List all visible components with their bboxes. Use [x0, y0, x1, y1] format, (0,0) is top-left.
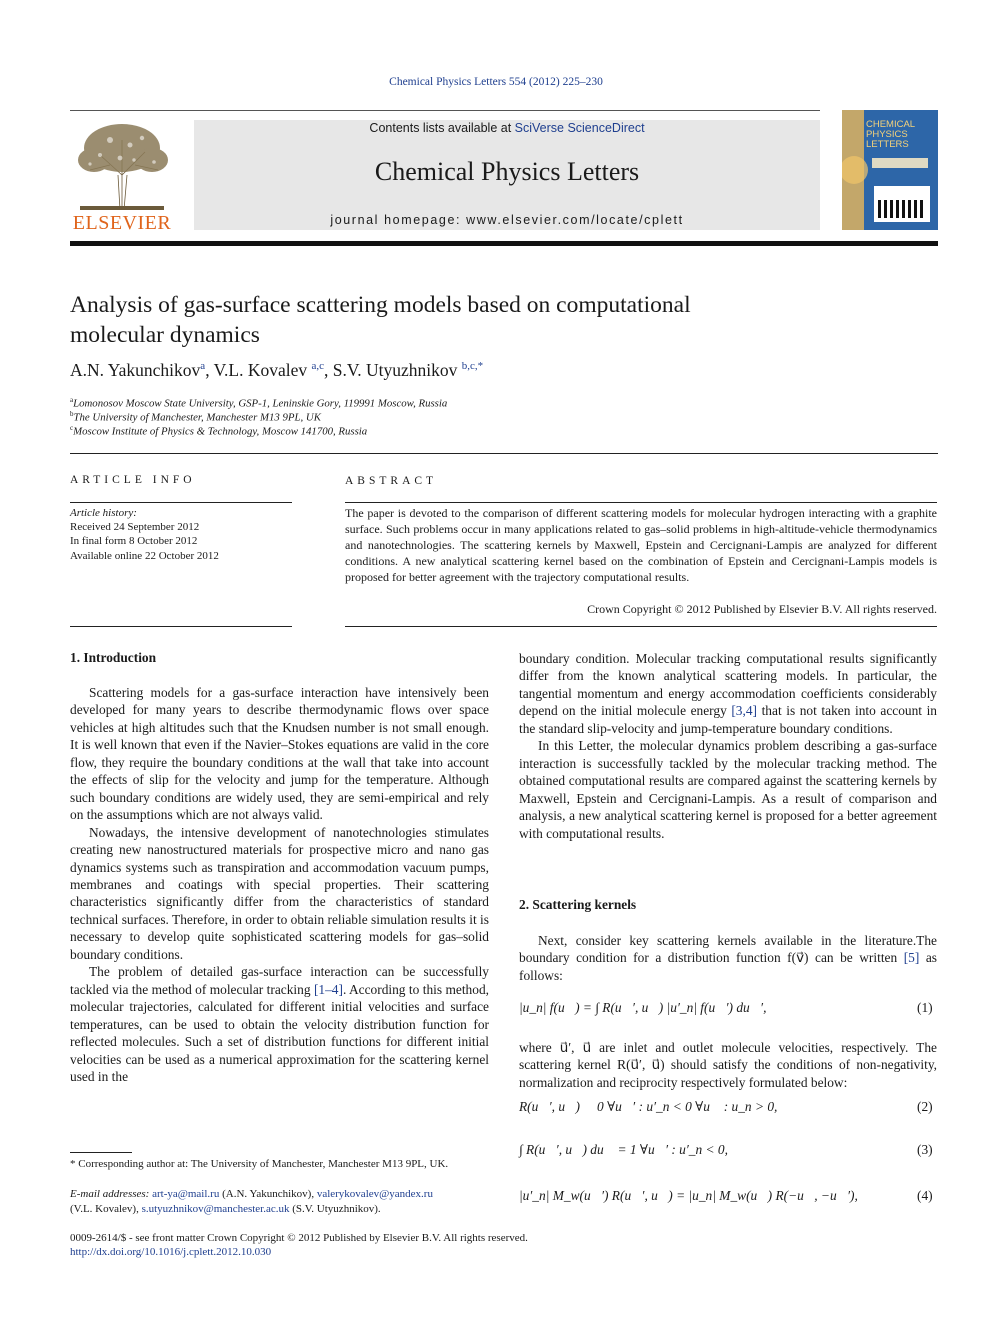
article-title-line: molecular dynamics [70, 322, 260, 348]
paragraph: Scattering models for a gas-surface interaction have intensively been developed for many years to describe thermodynamic flows over space vehicles at high altitudes such that the Knudsen number is not small enough. It is well known that even if the Navier–Stokes equations are valid in the core flow, they require the boundary conditions at the wall that take into account the effects of slip for the velocity and jump for the temperature. Although such boundary conditions are widely used, they are semi-empirical and rely on the assumptions which are not always valid. [70, 685, 489, 823]
equation-3: ∫ R(u⃗′, u⃗) du⃗ = 1 ∀u⃗′ : u′_n < 0, [519, 1142, 728, 1157]
issn-line: 0009-2614/$ - see front matter Crown Copyright © 2012 Published by Elsevier B.V. All rights reserved. [70, 1232, 528, 1244]
article-info-heading: ARTICLE INFO [70, 474, 196, 486]
paragraph-text: boundary condition. Molecular tracking computational results significantly differ from the known analytical scattering models. In particular, the tangential momentum and energy accommodation coefficients considerably depend on the initial molecule energy [519, 651, 937, 719]
corresponding-author-note: * Corresponding author at: The University of Manchester, Manchester M13 9PL, UK. [70, 1158, 449, 1170]
online-date: Available online 22 October 2012 [70, 550, 219, 562]
affiliation-text: The University of Manchester, Manchester M13 9PL, UK [73, 411, 321, 424]
equation-number: (2) [917, 1099, 933, 1114]
cover-title-line: LETTERS [866, 139, 909, 150]
paragraph [70, 963, 489, 1085]
email-owner: (A.N. Yakunchikov), [219, 1188, 317, 1200]
author-list: A.N. Yakunchikov$^a$, V.L. Kovalev $^{a,c}$, S.V. Utyuzhnikov $^{b,c,*}$ [70, 360, 484, 380]
paragraph [519, 932, 937, 984]
paragraph-text: Next, consider key scattering kernels available in the literature.The boundary condition for a distribution function f(v⃗) can be written [519, 933, 937, 966]
affiliation [70, 424, 367, 438]
author-affil-mark[interactable]: a [200, 360, 206, 373]
email-owner: (V.L. Kovalev), [70, 1203, 142, 1215]
article-history-label: Article history: [70, 507, 137, 519]
paragraph-text: The problem of detailed gas-surface interaction can be successfully tackled via the method of molecular tracking [70, 964, 489, 997]
paragraph-text: that is not taken into account in the standard slip-velocity and jump-temperature boundary conditions. [519, 703, 938, 736]
cover-title-line: CHEMICAL [866, 119, 916, 130]
doi-link[interactable]: http://dx.doi.org/10.1016/j.cplett.2012.10.030 [70, 1246, 272, 1258]
article-title [70, 290, 930, 350]
author-affil-mark[interactable]: b,c,* [461, 360, 484, 373]
tree-icon [70, 120, 174, 212]
header-thick-rule [70, 241, 938, 246]
affiliation [70, 396, 447, 410]
paragraph: In this Letter, the molecular dynamics problem describing a gas-surface interaction is successfully tackled by the molecular tracking method. The obtained computational results are compared against the scattering kernels by Maxwell, Epstein and Cercignani-Lampis. As a result of comparison and analysis, a new analytical scattering kernel is proposed for a better agreement with computational results. [519, 738, 937, 841]
email-label: E-mail addresses: [70, 1188, 150, 1200]
abstract-bottom-rule [345, 626, 937, 627]
section-1-heading: 1. Introduction [70, 650, 157, 665]
article-info-bottom-rule [70, 626, 292, 627]
affiliation [70, 410, 321, 424]
paragraph: Nowadays, the intensive development of nanotechnologies stimulates creating new nanostructured materials for prospective micro and nano gas dynamics systems such as transpiration and accommodation vacuum pumps, membranes and coatings with special properties. Their scattering characteristics significantly differ from the characteristics of standard technical surfaces. Therefore, in order to obtain reliable simulation results it is necessary to develop quite sophisticated scattering models for gas–solid boundary conditions. [70, 824, 489, 962]
footnote-rule [70, 1152, 132, 1153]
email-link[interactable]: s.utyuzhnikov@manchester.ac.uk [141, 1203, 290, 1215]
left-column [70, 684, 489, 1085]
journal-homepage[interactable]: journal homepage: www.elsevier.com/locate/cplett [330, 213, 684, 227]
reference-link[interactable]: [5] [903, 950, 920, 966]
revised-date: In final form 8 October 2012 [70, 535, 198, 547]
equation-number: (4) [917, 1188, 933, 1203]
affiliation-mark: c [70, 424, 74, 432]
journal-citation[interactable]: Chemical Physics Letters 554 (2012) 225–230 [389, 76, 603, 88]
equation-1: |u_n| f(u⃗) = ∫ R(u⃗′, u⃗) |u′_n| f(u⃗′) du⃗′, [519, 1000, 767, 1015]
paragraph-text: as follows: [519, 950, 937, 983]
affiliation-text: Lomonosov Moscow State University, GSP-1, Leninskie Gory, 119991 Moscow, Russia [73, 397, 448, 410]
contents-line [194, 121, 820, 135]
equation-2: R(u⃗′, u⃗) ⩾ 0 ∀u⃗′ : u′_n < 0 ∀u⃗ : u_n > 0, [519, 1099, 778, 1114]
right-column-top [519, 650, 937, 842]
copyright-notice: Crown Copyright © 2012 Published by Elsevier B.V. All rights reserved. [587, 602, 937, 616]
reference-link[interactable]: [3,4] [731, 703, 758, 719]
article-title-line: Analysis of gas-surface scattering models based on computational [70, 292, 691, 318]
journal-title: Chemical Physics Letters [374, 157, 640, 186]
affiliation-text: Moscow Institute of Physics & Technology, Moscow 141700, Russia [73, 425, 368, 438]
abstract-text: The paper is devoted to the comparison of different scattering models for molecular hydrogen interacting with a graphite surface. Such problems occur in many applications related to gas–solid problems in high-altitude-vehicle thermodynamics and nanotechnologies. The scattering kernels by Maxwell, Epstein and Cercignani-Lampis are analyzed for different conditions. A new analytical scattering kernel based on the combination of Epstein and Cercignani-Lampis models is proposed for better agreement with the trajectory computational results. [345, 506, 937, 584]
cover-title [866, 120, 915, 150]
equation-4: |u′_n| M_w(u⃗′) R(u⃗′, u⃗) = |u_n| M_w(u⃗) R(−u⃗, −u⃗′), [519, 1188, 858, 1203]
cover-title-line: PHYSICS [866, 129, 908, 140]
contents-prefix: Contents lists available at [369, 121, 515, 135]
article-info-rule [70, 502, 292, 503]
author-name: S.V. Utyuzhnikov [332, 360, 458, 380]
affiliation-mark: a [70, 396, 74, 404]
author-affil-mark[interactable]: a,c [311, 360, 324, 373]
paragraph-text: . According to this method, molecular trajectories, calculated for different initial velocities and surface temperatures, can be used to obtain the velocity distribution function for reflected molecules. Such a set of distribution functions for different initial velocities can be used as a numerical approximation for the scattering kernel used in the [70, 981, 489, 1084]
equation-number: (3) [917, 1142, 933, 1157]
section-2-heading: 2. Scattering kernels [519, 897, 637, 912]
journal-cover-image [842, 110, 938, 230]
elsevier-wordmark: ELSEVIER [72, 212, 172, 234]
email-owner: (S.V. Utyuzhnikov). [289, 1203, 381, 1215]
email-link[interactable]: art-ya@mail.ru [152, 1188, 220, 1200]
reference-link[interactable]: [1–4] [313, 981, 343, 997]
author-name: V.L. Kovalev [213, 360, 308, 380]
affiliation-rule [70, 453, 938, 454]
email-addresses [70, 1187, 489, 1217]
right-column-kernel [519, 1039, 937, 1091]
paragraph: where u⃗′, u⃗ are inlet and outlet molecule velocities, respectively. The scattering kernel R(u⃗′, u⃗) should satisfy the conditions of non-negativity, normalization and reciprocity respectively formulated below: [519, 1040, 937, 1090]
header-top-rule [70, 110, 820, 111]
affiliation-mark: b [70, 410, 74, 418]
paragraph [519, 650, 937, 737]
email-link[interactable]: valerykovalev@yandex.ru [316, 1188, 433, 1200]
abstract-rule [345, 502, 937, 503]
received-date: Received 24 September 2012 [70, 521, 200, 533]
author-name: A.N. Yakunchikov [70, 360, 201, 380]
right-column-sec2 [519, 932, 937, 984]
equation-number: (1) [917, 1000, 933, 1015]
abstract-heading: ABSTRACT [345, 475, 438, 487]
sciencedirect-link[interactable]: SciVerse ScienceDirect [514, 121, 645, 135]
